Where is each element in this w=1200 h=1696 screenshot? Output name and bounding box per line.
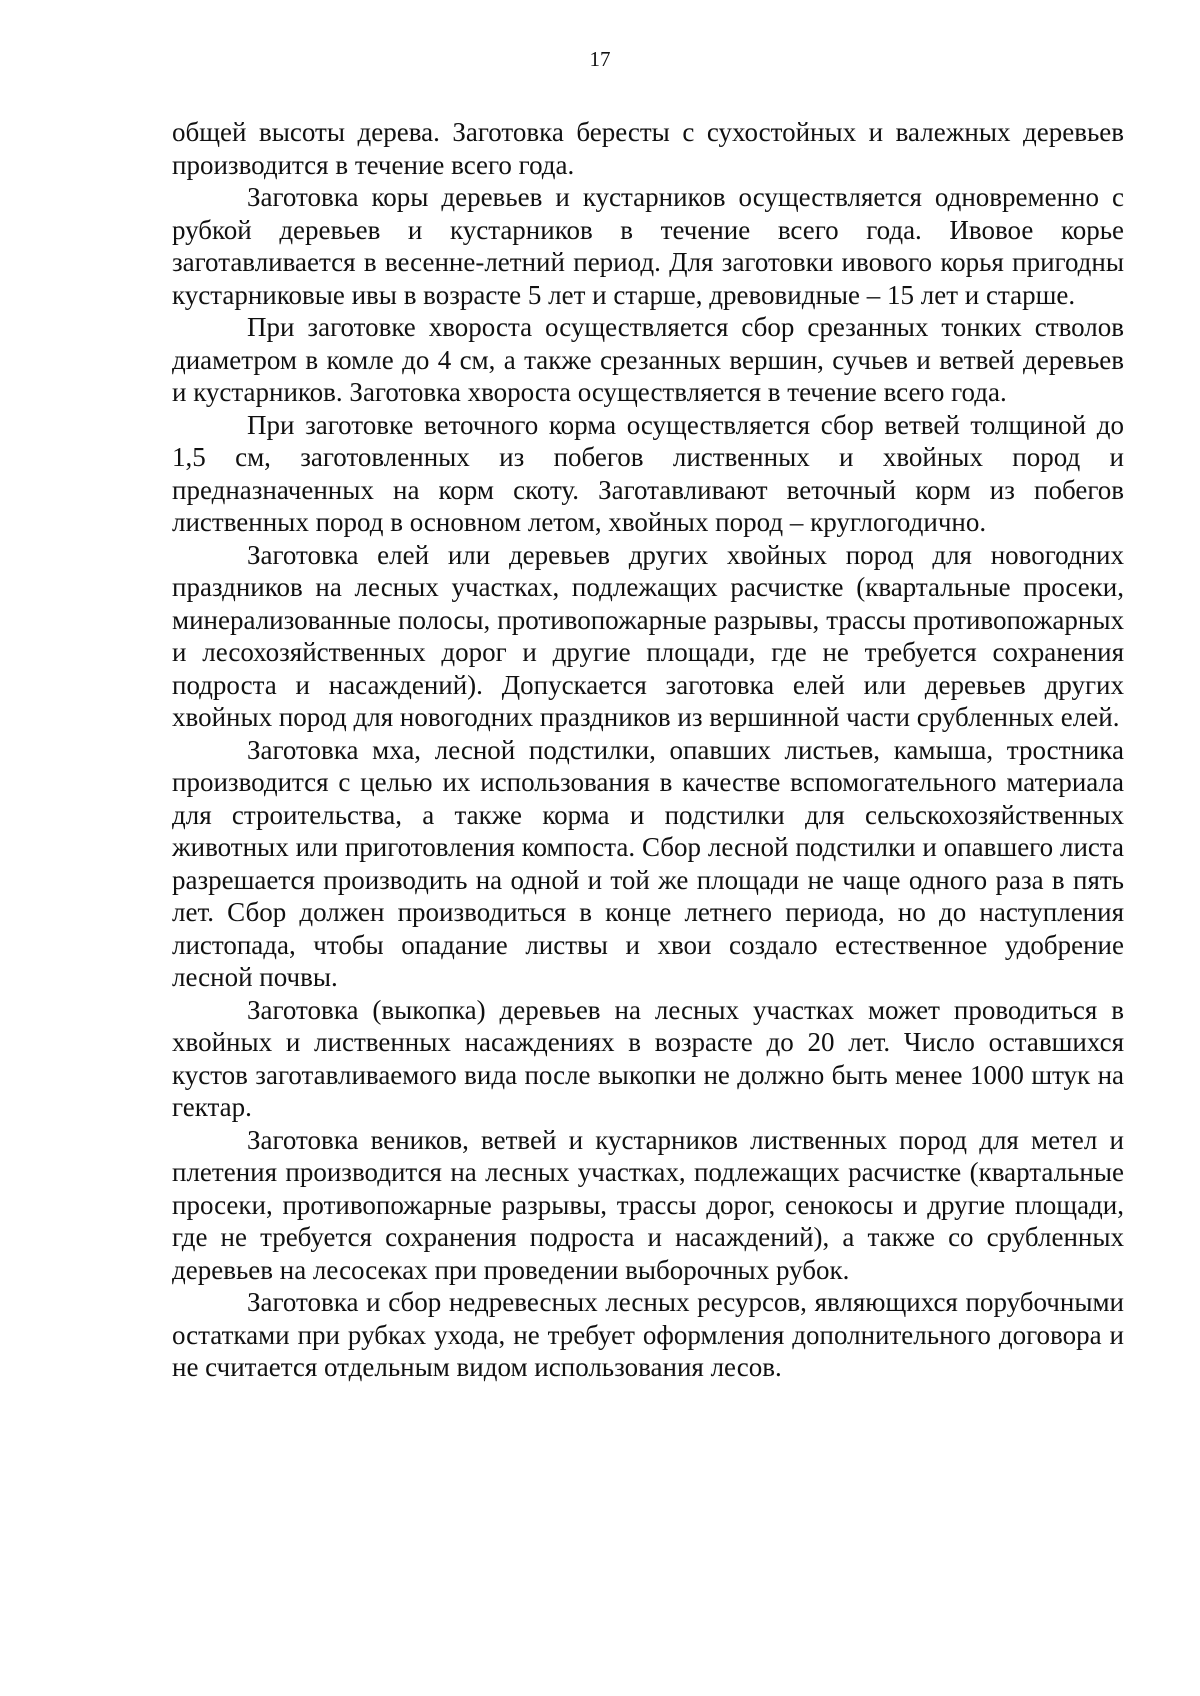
paragraph-tree-digging: Заготовка (выкопка) деревьев на лесных участках может проводиться в хвойных и лиственных насаждениях в возрасте до 20 лет. Число оставшихся кустов заготавливаемого вида после выкопки не должно быть менее 1000 штук на гектар.: [172, 994, 1124, 1122]
document-body: [172, 116, 1124, 1384]
paragraph-twig-fodder-harvesting: При заготовке веточного корма осуществляется сбор ветвей толщиной до 1,5 см, заготовленных из побегов лиственных и хвойных пород и предназначенных на корм скоту. Заготавливают веточный корм из побегов лиственных пород в основном летом, хвойных пород – круглогодично.: [172, 409, 1124, 537]
paragraph-moss-litter-harvesting: Заготовка мха, лесной подстилки, опавших листьев, камыша, тростника производится с целью их использования в качестве вспомогательного материала для строительства, а также корма и подстилки для сельскохозяйственных животных или приготовления компоста. Сбор лесной подстилки и опавшего листа разрешается производить на одной и той же площади не чаще одного раза в пять лет. Сбор должен производиться в конце летнего периода, но до наступления листопада, чтобы опадание листвы и хвои создало естественное удобрение лесной почвы.: [172, 734, 1124, 992]
page-number: 17: [589, 47, 611, 71]
paragraph-brushwood-harvesting: При заготовке хвороста осуществляется сбор срезанных тонких стволов диаметром в комле до 4 см, а также срезанных вершин, сучьев и ветвей деревьев и кустарников. Заготовка хвороста осуществляется в течение всего года.: [172, 312, 1124, 407]
paragraph-logging-residues: Заготовка и сбор недревесных лесных ресурсов, являющихся порубочными остатками при рубках ухода, не требует оформления дополнительного договора и не считается отдельным видом использования лесов.: [172, 1287, 1124, 1382]
paragraph-continued: общей высоты дерева. Заготовка бересты с сухостойных и валежных деревьев производится в течение всего года.: [172, 117, 1124, 180]
paragraph-bark-harvesting: Заготовка коры деревьев и кустарников осуществляется одновременно с рубкой деревьев и кустарников в течение всего года. Ивовое корье заготавливается в весенне-летний период. Для заготовки ивового корья пригодны кустарниковые ивы в возрасте 5 лет и старше, древовидные – 15 лет и старше.: [172, 182, 1124, 310]
paragraph-brooms-branches-harvesting: Заготовка веников, ветвей и кустарников лиственных пород для метел и плетения производится на лесных участках, подлежащих расчистке (квартальные просеки, противопожарные разрывы, трассы дорог, сенокосы и другие площади, где не требуется сохранения подроста и насаждений), а также со срубленных деревьев на лесосеках при проведении выборочных рубок.: [172, 1124, 1124, 1285]
paragraph-christmas-trees-harvesting: Заготовка елей или деревьев других хвойных пород для новогодних праздников на лесных участках, подлежащих расчистке (квартальные просеки, минерализованные полосы, противопожарные разрывы, трассы противопожарных и лесохозяйственных дорог и другие площади, где не требуется сохранения подроста и насаждений). Допускается заготовка елей или деревьев других хвойных пород для новогодних праздников из вершинной части срубленных елей.: [172, 539, 1124, 732]
